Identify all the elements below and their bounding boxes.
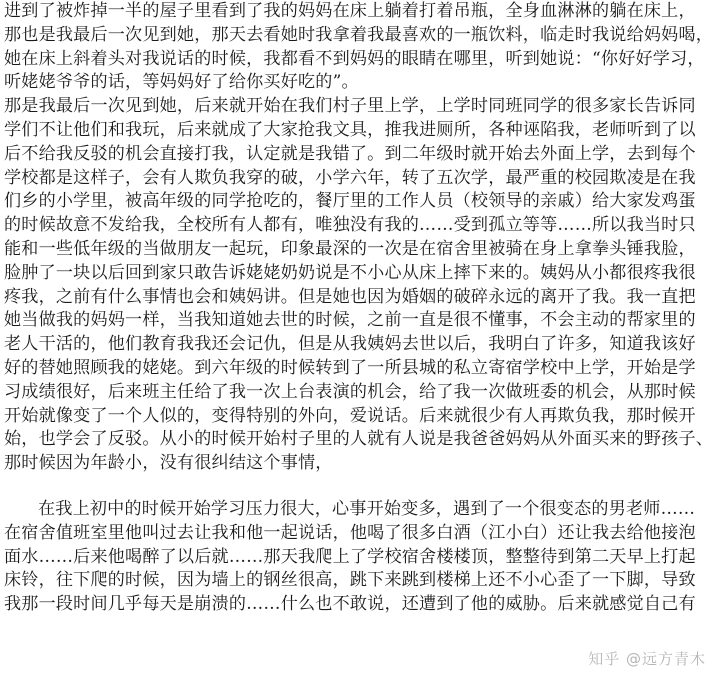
paragraph-gap — [4, 476, 716, 498]
paragraph-block-2 — [4, 498, 716, 617]
watermark: 知乎 @远方青木 — [588, 650, 706, 668]
text-line: 老人干活的，他们教育我我还会记仇，但是从我姨妈去世以后，我明白了许多，知道我该好 — [4, 334, 696, 355]
text-line: 后不给我反驳的机会直接打我，认定就是我错了。到二年级时就开始去外面上学，去到每个 — [4, 143, 696, 164]
text-line: 她在床上斜着头对我说话的时候，我都看不到妈妈的眼睛在哪里，听到她说：“你好好学习， — [4, 48, 705, 69]
text-line: 床铃，往下爬的时候，因为墙上的钢丝很高，跳下来跳到楼梯上还不小心歪了一下脚，导致 — [4, 570, 696, 591]
text-line: 那也是我最后一次见到她，那天去看她时我拿着我最喜欢的一瓶饮料，临走时我说给妈妈喝， — [4, 24, 714, 45]
text-line: 在我上初中的时候开始学习压力很大，心事开始变多，遇到了一个很变态的男老师…… — [38, 498, 696, 519]
text-line: 我那一段时间几乎每天是崩溃的……什么也不敢说，还遭到了他的威胁。后来就感觉自己有 — [4, 594, 696, 615]
text-line: 开始就像变了一个人似的，变得特别的外向，爱说话。后来就很少有人再欺负我，那时候开 — [4, 405, 696, 426]
text-line: 进到了被炸掉一半的屋子里看到了我的妈妈在床上躺着打着吊瓶，全身血淋淋的躺在床上， — [4, 1, 696, 21]
text-line: 面水……后来他喝醉了以后就……那天我爬上了学校宿舍楼楼顶，整整待到第二天早上打起 — [4, 546, 696, 567]
text-line: 能和一些低年级的当做朋友一起玩，印象最深的一次是在宿舍里被骑在身上拿拳头锤我脸， — [4, 238, 696, 259]
text-line: 学们不让他们和我玩，后来就成了大家抢我文具，推我进厕所，各种诬陷我，老师听到了以 — [4, 119, 696, 140]
text-line: 学校都是这样子，会有人欺负我穿的破，小学六年，转了五次学，最严重的校园欺凌是在我 — [4, 167, 696, 188]
text-line: 那时候因为年龄小，没有很纠结这个事情， — [4, 453, 333, 474]
text-line: 在宿舍值班室里他叫过去让我和他一起说话，他喝了很多白酒（江小白）还让我去给他接泡 — [4, 522, 696, 543]
text-line: 习成绩很好，后来班主任给了我一次上台表演的机会，给了我一次做班委的机会，从那时候 — [4, 381, 696, 402]
text-line: 好的替她照顾我的姥姥。到六年级的时候转到了一所县城的私立寄宿学校中上学，开始是学 — [4, 357, 696, 378]
text-line: 她当做我的妈妈一样，当我知道她去世的时候，之前一直是很不懂事，不会主动的帮家里的 — [4, 310, 696, 331]
text-line: 脸肿了一块以后回到家只敢告诉姥姥奶奶说是不小心从床上摔下来的。姨妈从小都很疼我很 — [4, 262, 696, 283]
paragraph-block-1 — [4, 0, 716, 476]
text-line: 疼我，之前有什么事情也会和姨妈讲。但是她也因为婚姻的破碎永远的离开了我。我一直把 — [4, 286, 696, 307]
text-line: 那是我最后一次见到她，后来就开始在我们村子里上学，上学时同班同学的很多家长告诉同 — [4, 96, 696, 117]
text-line: 的时候故意不发给我，全校所有人都有，唯独没有我的……受到孤立等等……所以我当时只 — [4, 215, 696, 236]
text-line: 们乡的小学里，被高年级的同学抢吃的，餐厅里的工作人员（校领导的亲戚）给大家发鸡蛋 — [4, 191, 696, 212]
text-line: 始，也学会了反驳。从小的时候开始村子里的人就有人说是我爸爸妈妈从外面买来的野孩子、 — [4, 429, 714, 450]
text-line: 听姥姥爷爷的话，等妈妈好了给你买好吃的”。 — [4, 72, 359, 93]
